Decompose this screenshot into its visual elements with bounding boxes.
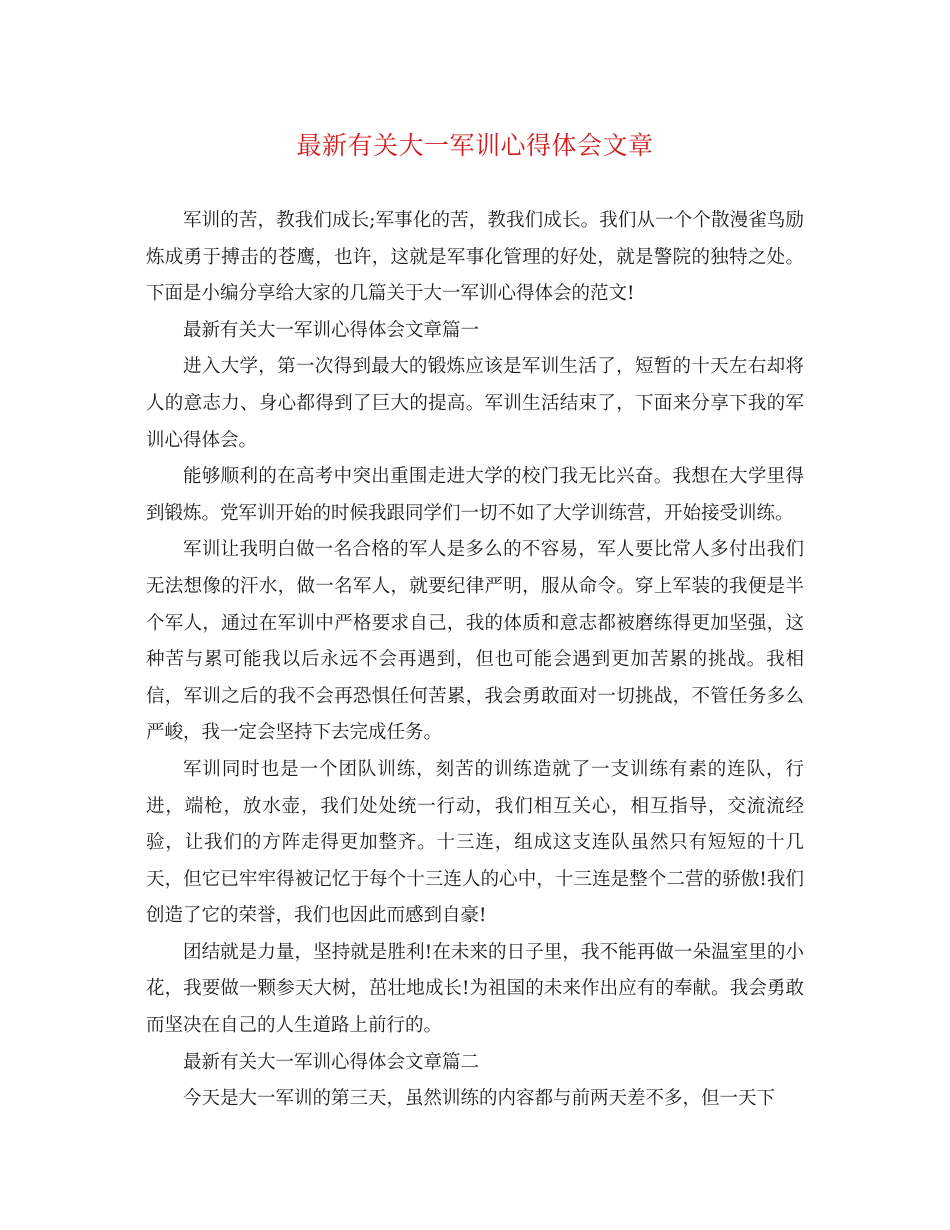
paragraph: 团结就是力量，坚持就是胜利!在未来的日子里，我不能再做一朵温室里的小花，我要做一颗参天大树，茁壮地成长!为祖国的未来作出应有的奉献。我会勇敢而坚决在自己的人生道路上前行的。: [146, 941, 804, 1037]
paragraph-intro: 军训的苦，教我们成长;军事化的苦，教我们成长。我们从一个个散漫雀鸟励炼成勇于搏击的苍鹰，也许，这就是军事化管理的好处，就是警院的独特之处。下面是小编分享给大家的几篇关于大一军训心得体会的范文!: [146, 210, 804, 305]
section-heading-1: 最新有关大一军训心得体会文章篇一: [183, 319, 480, 341]
document-body: [146, 203, 804, 1118]
section-heading-2: 最新有关大一军训心得体会文章篇二: [183, 1051, 480, 1073]
paragraph: 军训同时也是一个团队训练，刻苦的训练造就了一支训练有素的连队，行进，端枪，放水壶，我们处处统一行动，我们相互关心，相互指导，交流流经验，让我们的方阵走得更加整齐。十三连，组成这支连队虽然只有短短的十几天，但它已牢牢得被记忆于每个十三连人的心中，十三连是整个二营的骄傲!我们创造了它的荣誉，我们也因此而感到自豪!: [146, 758, 804, 927]
paragraph: 进入大学，第一次得到最大的锻炼应该是军训生活了，短暂的十天左右却将人的意志力、身心都得到了巨大的提高。军训生活结束了，下面来分享下我的军训心得体会。: [146, 356, 804, 451]
paragraph: 能够顺利的在高考中突出重围走进大学的校门我无比兴奋。我想在大学里得到锻炼。党军训开始的时候我跟同学们一切不如了大学训练营，开始接受训练。: [146, 466, 804, 524]
paragraph: 军训让我明白做一名合格的军人是多么的不容易，军人要比常人多付出我们无法想像的汗水，做一名军人，就要纪律严明，服从命令。穿上军装的我便是半个军人，通过在军训中严格要求自己，我的体质和意志都被磨练得更加坚强，这种苦与累可能我以后永远不会再遇到，但也可能会遇到更加苦累的挑战。我相信，军训之后的我不会再恐惧任何苦累，我会勇敢面对一切挑战，不管任务多么严峻，我一定会坚持下去完成任务。: [146, 539, 804, 744]
paragraph: 今天是大一军训的第三天，虽然训练的内容都与前两天差不多，但一天下: [183, 1088, 776, 1110]
document-title: 最新有关大一军训心得体会文章: [296, 131, 654, 160]
